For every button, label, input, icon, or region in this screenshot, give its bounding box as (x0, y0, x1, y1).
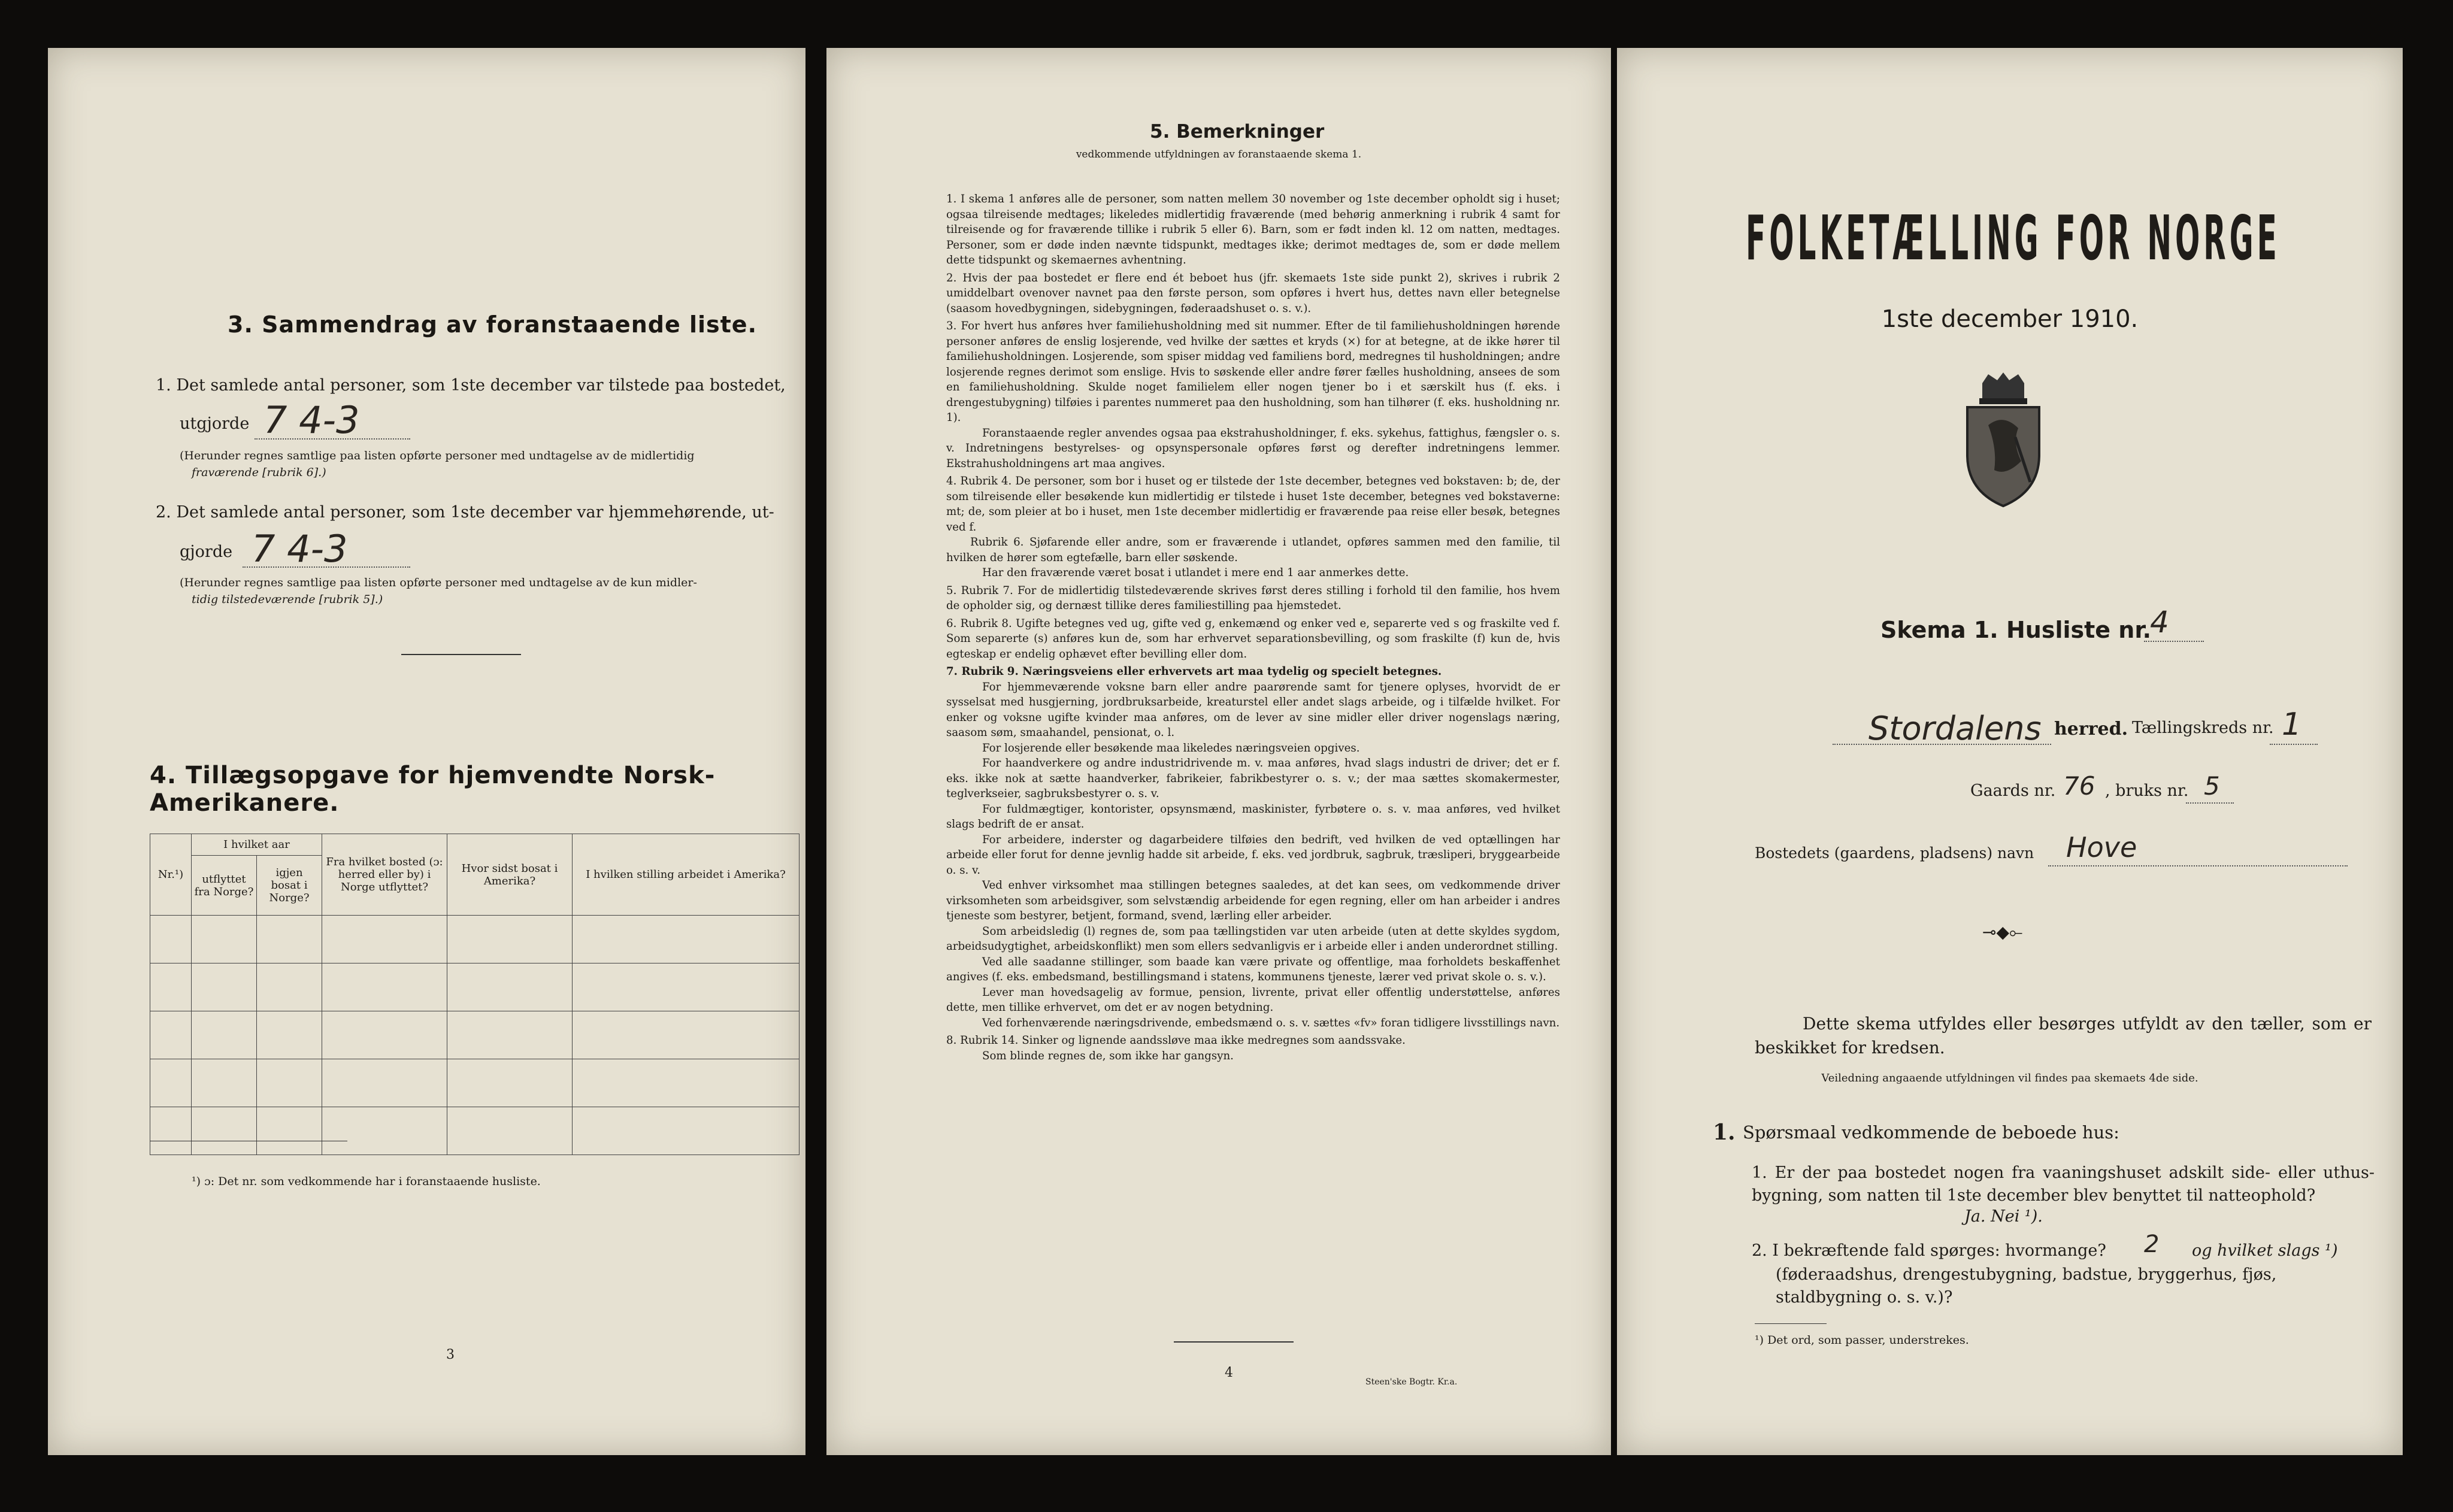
page-4 (826, 48, 1611, 1455)
th-fra: Fra hvilket bosted (ɔ: herred eller by) i Norge utflyttet? (322, 834, 447, 916)
q1-2-options: (føderaadshus, drengestubygning, badstue, bryggerhus, fjøs, staldbygning o. s. v.)? (1776, 1265, 2277, 1307)
remark-paragraph: 6. Rubrik 8. Ugifte betegnes ved ug, gifte ved g, enkemænd og enker ved e, separerte ved s og fraskilte ved f. Som separerte (s) anføres kun de, som har erhvervet separationsbevilling, og som fraskilte (f) kun de, hvis egteskap er endelig ophævet efter bevilling eller dom. (946, 617, 1560, 660)
table-row (150, 1059, 800, 1107)
remark-paragraph: 5. Rubrik 7. For de midlertidig tilstedeværende skrives først deres stilling i forhold til den familie, hos hvem de opholder sig, og dernæst tillike deres familiestilling paa hjemstedet. (946, 584, 1560, 612)
remark-paragraph: Har den fraværende været bosat i utlandet i mere end 1 aar anmerkes dette. (982, 566, 1409, 579)
ornament-icon: ⊸◆⟜ (1982, 922, 2023, 942)
q1-note-2: fraværende [rubrik 6].) (192, 466, 326, 479)
th-aar: I hvilket aar (192, 834, 322, 856)
form-date: 1ste december 1910. (1881, 305, 2139, 333)
q1-text: 1. Det samlede antal personer, som 1ste december var tilstede paa bostedet, (156, 376, 786, 395)
q1-title: Spørsmaal vedkommende de beboede hus: (1743, 1122, 2119, 1143)
th-sidst: Hvor sidst bosat i Amerika? (447, 834, 573, 916)
q1-2-text: 2. I bekræftende fald spørges: hvormange? (1752, 1241, 2106, 1260)
th-utflyttet: utflyttet fra Norge? (192, 856, 257, 916)
bosted-label: Bostedets (gaardens, pladsens) navn (1755, 844, 2034, 862)
remarks-body (946, 192, 1560, 1063)
remark-paragraph: Som arbeidsledig (l) regnes de, som paa tællingstiden var uten arbeide (uten at dette skyldes sygdom, arbeidsudygtighet, arbeidskonflikt) men som ellers sedvanligvis er i arbeide eller i anden underordnet stilling. (946, 925, 1560, 953)
remarks-title: 5. Bemerkninger (1150, 121, 1325, 143)
footnote: ¹) Det ord, som passer, understrekes. (1755, 1334, 1969, 1347)
remark-paragraph: 3. For hvert hus anføres hver familiehusholdning med sit nummer. Efter de til familiehusholdningen hørende personer anføres de enslig losjerende, ved hvilke der sættes et kryds (×) for at betegne, at de ikke hører til familiehusholdningen. Losjerende, som spiser middag ved familiens bord, medregnes til husholdningen; andre losjerende regnes derimot som enslige. Hvis to søskende eller andre fører fælles husholdning, ansees de som en familiehusholdning. Skulde noget familielem eller nogen tjener bo i et særskilt hus (f. eks. i drengestubygning) tilføies i parentes nummeret paa den husholdning, som han tilhører (f. eks. husholdning nr. 1). (946, 320, 1560, 424)
divider (401, 654, 521, 655)
th-stilling: I hvilken stilling arbeidet i Amerika? (573, 834, 800, 916)
page-number: 3 (446, 1347, 455, 1362)
remark-paragraph: Ved enhver virksomhet maa stillingen betegnes saaledes, at det kan sees, om vedkommende driver virksomheten som arbeidsgiver, som selvstændig arbeidende for egen regning, eller om han arbeider i andres tjeneste som bestyrer, betjent, formand, svend, lærling eller arbeider. (946, 879, 1560, 922)
page-number: 4 (1225, 1365, 1233, 1380)
q1-note-1: (Herunder regnes samtlige paa listen opførte personer med undtagelse av de midlertidig (180, 449, 695, 462)
th-nr: Nr.¹) (150, 834, 192, 916)
remark-paragraph: 1. I skema 1 anføres alle de personer, som natten mellem 30 november og 1ste december opholdt sig i huset; ogsaa tilreisende medtages; likeledes midlertidig fraværende (med behørig anmerkning i rubrik 4 samt for tilreisende og for fraværende tillike i rubrik 5 eller 6). Barn, som er født inden kl. 12 om natten, medtages. Personer, som er døde inden nævnte tidspunkt, medtages ikke; derimot medtages de, som er døde mellem dette tidspunkt og skemaernes avhentning. (946, 193, 1560, 266)
remark-paragraph: Rubrik 6. Sjøfarende eller andre, som er fraværende i utlandet, opføres sammen med den familie, til hvilken de hører som egtefælle, barn eller søskende. (946, 536, 1560, 564)
q2-gjorde: gjorde (180, 543, 233, 561)
herred-label: herred. (2054, 719, 2128, 740)
intro-text: Dette skema utfyldes eller besørges utfyldt av den tæller, som er beskikket for kredsen. (1755, 1014, 2372, 1058)
section-3-title: 3. Sammendrag av foranstaaende liste. (228, 311, 758, 338)
page-1 (1617, 48, 2403, 1455)
table-row (150, 963, 800, 1011)
q1-2-kind: og hvilket slags ¹) (2192, 1241, 2338, 1260)
table-row (150, 916, 800, 963)
q2-handwritten-count: 7 4-3 (252, 527, 348, 571)
skema-label: Skema 1. Husliste nr. (1880, 617, 2152, 643)
bosted-value: Hove (2066, 831, 2137, 863)
bruks-value: 5 (2204, 771, 2220, 801)
q2-note-1: (Herunder regnes samtlige paa listen opførte personer med undtagelse av de kun midler- (180, 576, 697, 589)
gaards-value: 76 (2063, 771, 2095, 801)
table-footnote: ¹) ɔ: Det nr. som vedkommende har i foranstaaende husliste. (192, 1175, 541, 1188)
remark-paragraph: For fuldmægtiger, kontorister, opsynsmænd, maskinister, fyrbøtere o. s. v. maa anføres, ved hvilket slags bedrift de er ansat. (946, 802, 1560, 831)
q1-number: 1. (1713, 1120, 1736, 1145)
krets-value: 1 (2282, 707, 2302, 743)
table-row (150, 1011, 800, 1059)
q1-handwritten-count: 7 4-3 (264, 398, 360, 442)
printer-mark: Steen'ske Bogtr. Kr.a. (1365, 1377, 1458, 1387)
bruks-label: , bruks nr. (2105, 781, 2189, 800)
q1-1-answer: Ja. Nei ¹). (1964, 1207, 2043, 1226)
q1-2-count: 2 (2144, 1231, 2160, 1258)
remark-paragraph: 7. Rubrik 9. Næringsveiens eller erhvervets art maa tydelig og specielt betegnes. (946, 665, 1442, 678)
intro-guidance: Veiledning angaaende utfyldningen vil findes paa skemaets 4de side. (1821, 1072, 2198, 1084)
remark-paragraph: Som blinde regnes de, som ikke har gangsyn. (982, 1049, 1234, 1062)
remark-paragraph: For hjemmeværende voksne barn eller andre paarørende samt for tjenere oplyses, hvorvidt de er sysselsat med husgjerning, jordbruksarbeide, kreaturstel eller andet slags arbeide, og i tilfælde hvilket. For enker og voksne ugifte kvinder maa anføres, om de lever av sine midler eller driver nogenslags næring, saasom søm, smaahandel, pensionat, o. l. (946, 680, 1560, 739)
form-title: FOLKETÆLLING FOR NORGE (1746, 202, 2281, 274)
remark-paragraph: Ved alle saadanne stillinger, som baade kan være private og offentlige, maa forholdets beskaffenhet angives (f. eks. embedsmand, bestillingsmand i statens, kommunens tjeneste, lærer ved privat skole o. s. v.). (946, 955, 1560, 983)
remark-paragraph: For arbeidere, inderster og dagarbeidere tilføies den bedrift, ved hvilken de ved optællingen har arbeide eller forut for denne jevnlig hadde sit arbeide, f. eks. ved jordbruk, sagbruk, træsliperi, bryggearbeide o. s. v. (946, 833, 1560, 877)
remark-paragraph: For losjerende eller besøkende maa likeledes næringsveien opgives. (982, 741, 1360, 755)
coat-of-arms-icon (1940, 371, 2066, 509)
husliste-number: 4 (2150, 605, 2169, 640)
gaards-label: Gaards nr. (1970, 781, 2056, 800)
th-igjen: igjen bosat i Norge? (257, 856, 322, 916)
section-4-title: 4. Tillægsopgave for hjemvendte Norsk-Amerikanere. (150, 762, 716, 817)
remark-paragraph: Lever man hovedsagelig av formue, pension, livrente, privat eller offentlig understøttelse, anføres dette, men tillike erhvervet, om det er av nogen betydning. (946, 986, 1560, 1014)
remark-paragraph: For haandverkere og andre industridrivende m. v. maa anføres, hvad slags industri de driver; det er f. eks. ikke nok at sætte haandverker, fabrikeier, fabrikbestyrer o. s. v.; der maa sættes skomakermester, teglverkseier, sagbruksbestyrer o. s. v. (946, 757, 1560, 800)
norsk-amerikanere-table (150, 834, 800, 1155)
remark-paragraph: Foranstaaende regler anvendes ogsaa paa ekstrahusholdninger, f. eks. sykehus, fattighus, fængsler o. s. v. Indretningens bestyrelses- og opsynspersonale opføres først og derefter indretningens lemmer. Ekstrahusholdningens art maa angives. (946, 426, 1560, 470)
remark-paragraph: 4. Rubrik 4. De personer, som bor i huset og er tilstede der 1ste december, betegnes ved bokstaven: b; de, der som tilreisende eller besøkende kun midlertidig er tilstede i huset 1ste december, betegnes ved bokstaverne: mt; de, som pleier at bo i huset, men 1ste december midlertidig er fraværende paa reise eller besøk, betegnes ved f. (946, 475, 1560, 534)
remark-paragraph: 8. Rubrik 14. Sinker og lignende aandssløve maa ikke medregnes som aandssvake. (946, 1034, 1406, 1047)
herred-value: Stordalens (1868, 710, 2042, 747)
divider (1174, 1341, 1294, 1343)
page-3 (48, 48, 805, 1455)
remark-paragraph: Ved forhenværende næringsdrivende, embedsmænd o. s. v. sættes «fv» foran tidligere livsstillings navn. (982, 1016, 1560, 1029)
krets-label: Tællingskreds nr. (2132, 719, 2274, 737)
remarks-subtitle: vedkommende utfyldningen av foranstaaende skema 1. (1076, 149, 1362, 160)
q2-note-2: tidig tilstedeværende [rubrik 5].) (192, 593, 383, 606)
table-row (150, 1107, 800, 1155)
q1-utgjorde: utgjorde (180, 414, 250, 433)
q1-1-text: 1. Er der paa bostedet nogen fra vaaningshuset adskilt side- eller uthus-bygning, som natten til 1ste december blev benyttet til natteophold? (1752, 1163, 2375, 1205)
remark-paragraph: 2. Hvis der paa bostedet er flere end ét beboet hus (jfr. skemaets 1ste side punkt 2), skrives i rubrik 2 umiddelbart ovenover navnet paa den første person, som opføres i hvert hus, dettes navn eller betegnelse (saasom hovedbygningen, sidebygningen, føderaadshuset o. s. v.). (946, 271, 1560, 315)
q2-text: 2. Det samlede antal personer, som 1ste december var hjemmehørende, ut- (156, 503, 774, 522)
